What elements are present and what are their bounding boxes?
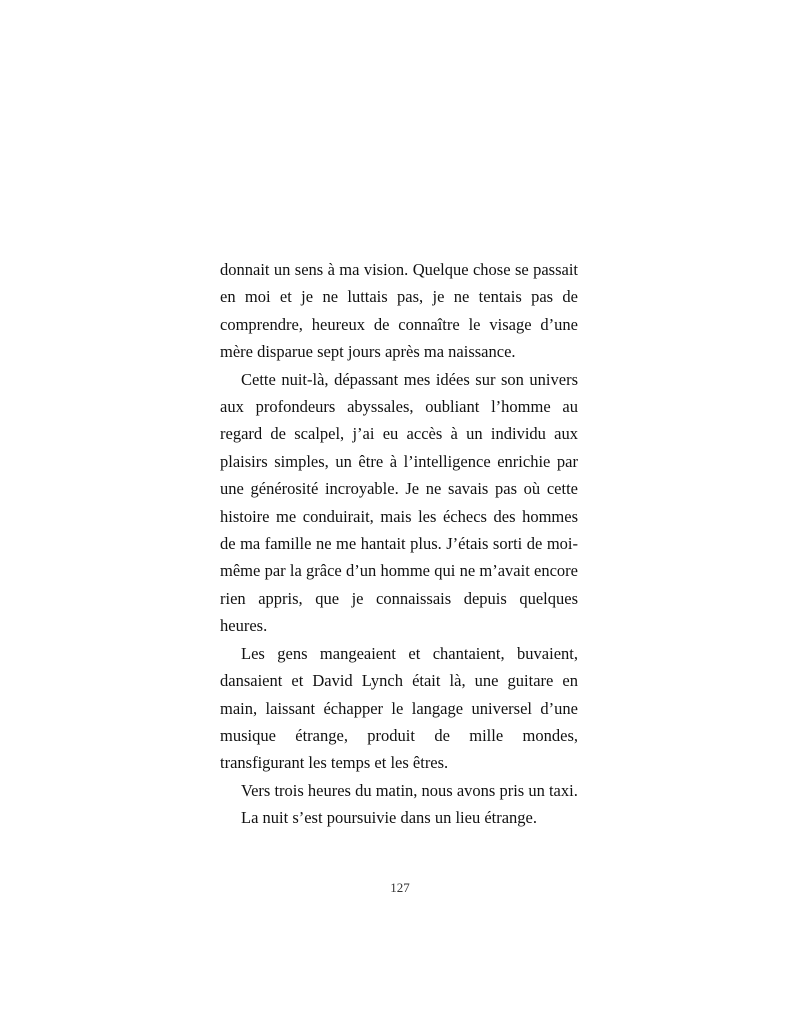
page-number: 127 [390, 880, 410, 895]
paragraph-3: Les gens mangeaient et chantaient, buvaient, dansaient et David Lynch était là, une guitare en main, laissant échapper le langage universel d’une musique étrange, produit de mille mondes, transfigurant les temps et les êtres. [220, 643, 578, 773]
paragraph-4: Vers trois heures du matin, nous avons pris un taxi. [241, 780, 578, 800]
paragraph-5: La nuit s’est poursuivie dans un lieu étrange. [241, 808, 538, 828]
paragraph-1: donnait un sens à ma vision. Quelque chose se passait en moi et je ne luttais pas, je ne tentais pas de comprendre, heureux de connaître le visage d’une mère disparue sept jours après ma naissance. [220, 260, 578, 362]
body-text [220, 256, 578, 832]
paragraph-2: Cette nuit-là, dépassant mes idées sur son univers aux profondeurs abyssales, oubliant l’homme au regard de scalpel, j’ai eu accès à un individu aux plaisirs simples, un être à l’intelligence enrichie par une générosité incroyable. Je ne savais pas où cette histoire me conduirait, mais les échecs des hommes de ma famille ne me hantait plus. J’étais sorti de moi-même par la grâce d’un homme qui ne m’avait encore rien appris, que je connaissais depuis quelques heures. [220, 369, 578, 636]
